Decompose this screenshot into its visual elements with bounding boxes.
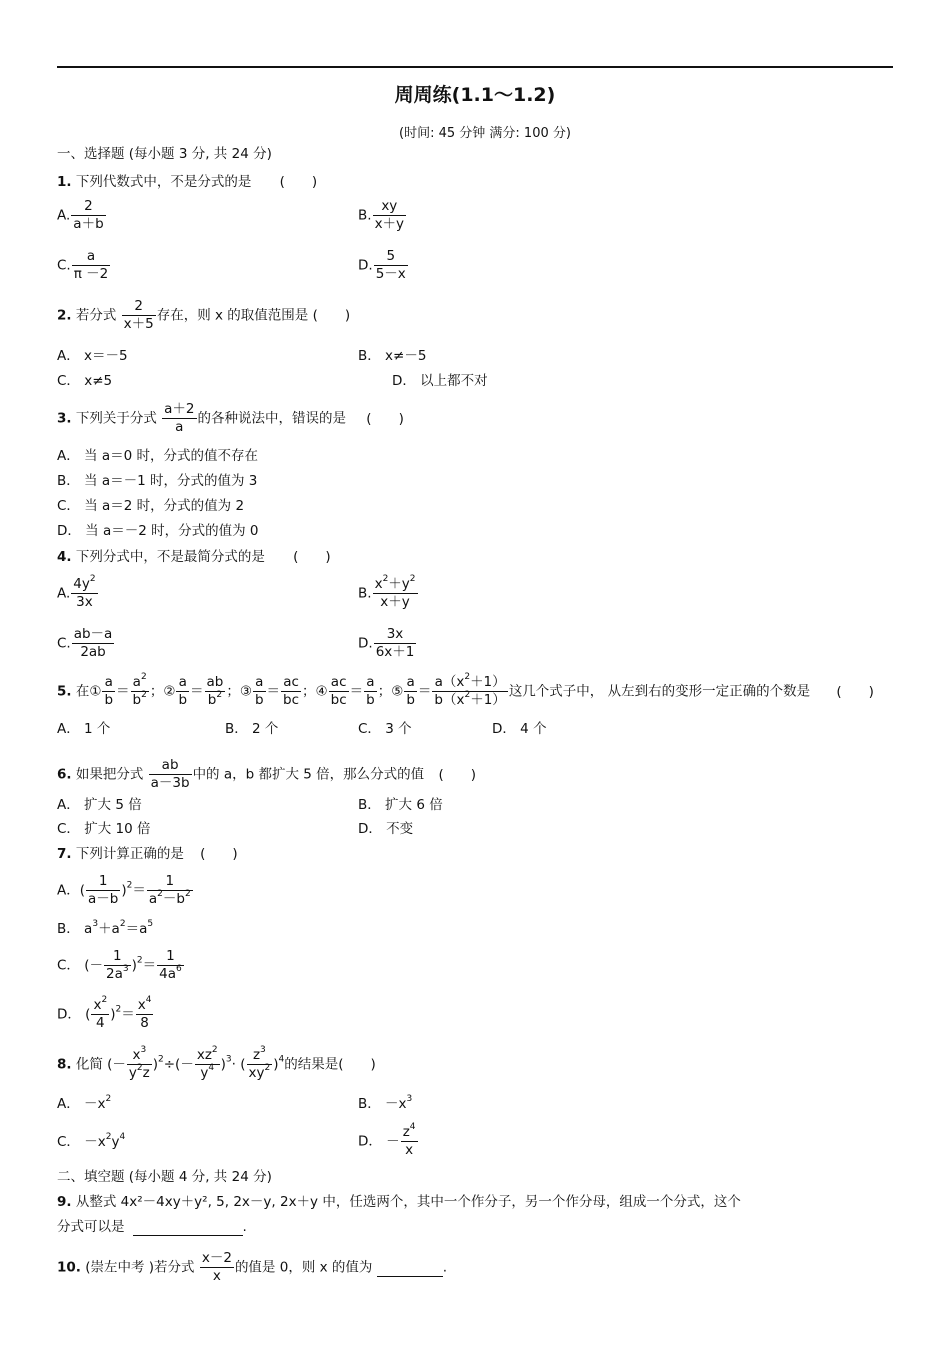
- question-4: 4. 下列分式中，不是最简分式的是 ( ): [57, 549, 331, 565]
- question-3: 3. 下列关于分式 $\frac{a+2}{a}$ 的各种说法中，错误的是 ( ): [57, 401, 404, 435]
- q3-option-d: D． 当 a＝－2 时，分式的值为 0: [57, 523, 259, 539]
- question-8: 8. 化简 (－ $\frac{x^3}{y^2z}$ )$^2$÷(－ $\frac{xz^2}{y^4}$ )$^3$· ( $\frac{z^3}{xy^2}$ )$^4$的结果是( ): [57, 1045, 376, 1081]
- question-6: 6. 如果把分式 $\frac{ab}{a-3b}$ 中的 a，b 都扩大 5 倍，那么分式的值 ( ): [57, 757, 477, 791]
- q7-option-d: D． ( $\frac{x^2}{4}$ )$^2$＝ $\frac{x^4}{8}$: [57, 995, 152, 1031]
- q8-option-c: C． $-x^2y^4$: [57, 1132, 126, 1150]
- q2-option-b: B． x≠－5: [358, 348, 427, 364]
- q3-option-c: C． 当 a＝2 时，分式的值为 2: [57, 498, 245, 514]
- q6-option-a: A． 扩大 5 倍: [57, 797, 142, 813]
- q1-option-b: B. $\frac{xy}{x+y}$: [358, 198, 405, 232]
- q7-option-b: B． $a^3+a^2=a^5$: [57, 919, 154, 937]
- q5-option-b: B． 2 个: [225, 721, 279, 737]
- q2-option-d: D． 以上都不对: [392, 373, 488, 389]
- q4-option-a: A. $\frac{4y^2}{3x}$: [57, 574, 96, 610]
- q6-option-b: B． 扩大 6 倍: [358, 797, 443, 813]
- question-9: 9. 从整式 4x²－4xy＋y², 5, 2x－y, 2x＋y 中，任选两个，其中一个作分子，另一个作分母，组成一个分式，这个: [57, 1194, 741, 1210]
- q7-option-a: A．( $\frac{1}{a-b}$ )$^2$＝ $\frac{1}{a^2-b^2}$: [57, 873, 191, 907]
- section-heading-choice: 一、选择题 (每小题 3 分, 共 24 分): [57, 146, 272, 162]
- section-heading-fill: 二、填空题 (每小题 4 分, 共 24 分): [57, 1169, 272, 1185]
- q4-option-d: D. $\frac{3x}{6x+1}$: [358, 626, 415, 660]
- question-7: 7. 下列计算正确的是 ( ): [57, 846, 238, 862]
- q4-option-c: C. $\frac{ab-a}{2ab}$: [57, 626, 113, 660]
- q8-option-a: A． $-x^2$: [57, 1094, 112, 1112]
- exam-meta: (时间: 45 分钟 满分: 100 分): [399, 126, 571, 141]
- q5-option-a: A． 1 个: [57, 721, 111, 737]
- top-rule: [57, 66, 893, 68]
- question-1: 1. 下列代数式中，不是分式的是 ( ): [57, 174, 318, 190]
- question-9-line2: 分式可以是 .: [57, 1219, 247, 1235]
- q3-option-b: B． 当 a＝－1 时，分式的值为 3: [57, 473, 258, 489]
- q6-option-d: D． 不变: [358, 821, 414, 837]
- question-2: 2. 若分式 $\frac{2}{x+5}$ 存在，则 x 的取值范围是 ( ): [57, 298, 351, 332]
- q3-option-a: A． 当 a＝0 时，分式的值不存在: [57, 448, 258, 464]
- question-5: 5. 在① $\frac{a}{b}$ ＝ $\frac{a^2}{b^2}$ ；② $\frac{a}{b}$ ＝ $\frac{ab}{b^2}$ ；③ $\frac{a}{b}$ ＝ $\frac{ac}{bc}$ ；④ $\frac{ac}{bc}$ ＝ $\frac{a}{b}$ ；⑤ $\frac{a}{b}$ ＝ $\frac{a(x^2+1)}{b(x^2+1)}$ 这几个式子中， 从左到右的变形一定正确的个数是 ( ): [57, 672, 874, 708]
- answer-blank-9[interactable]: [133, 1219, 243, 1236]
- q5-option-d: D． 4 个: [492, 721, 547, 737]
- q7-option-c: C． (－ $\frac{1}{2a^3}$ )$^2$＝ $\frac{1}{4a^6}$: [57, 948, 182, 982]
- question-10: 10. (崇左中考 )若分式 $\frac{x-2}{x}$ 的值是 0，则 x 的值为 .: [57, 1250, 447, 1284]
- q5-option-c: C． 3 个: [358, 721, 412, 737]
- q4-option-b: B. $\frac{x^2+y^2}{x+y}$: [358, 574, 416, 610]
- q1-option-d: D. $\frac{5}{5-x}$: [358, 248, 406, 282]
- q6-option-c: C． 扩大 10 倍: [57, 821, 151, 837]
- q2-option-a: A． x＝－5: [57, 348, 128, 364]
- q1-option-a: A. $\frac{2}{a+b}$: [57, 198, 104, 232]
- page-title: 周周练(1.1～1.2): [394, 84, 556, 106]
- answer-blank-10[interactable]: [377, 1260, 443, 1277]
- q8-option-b: B． $-x^3$: [358, 1094, 413, 1112]
- q8-option-d: D． － $\frac{z^4}{x}$: [358, 1122, 416, 1158]
- q2-option-c: C． x≠5: [57, 373, 113, 389]
- q1-option-c: C. $\frac{a}{\pi -2}$: [57, 248, 109, 282]
